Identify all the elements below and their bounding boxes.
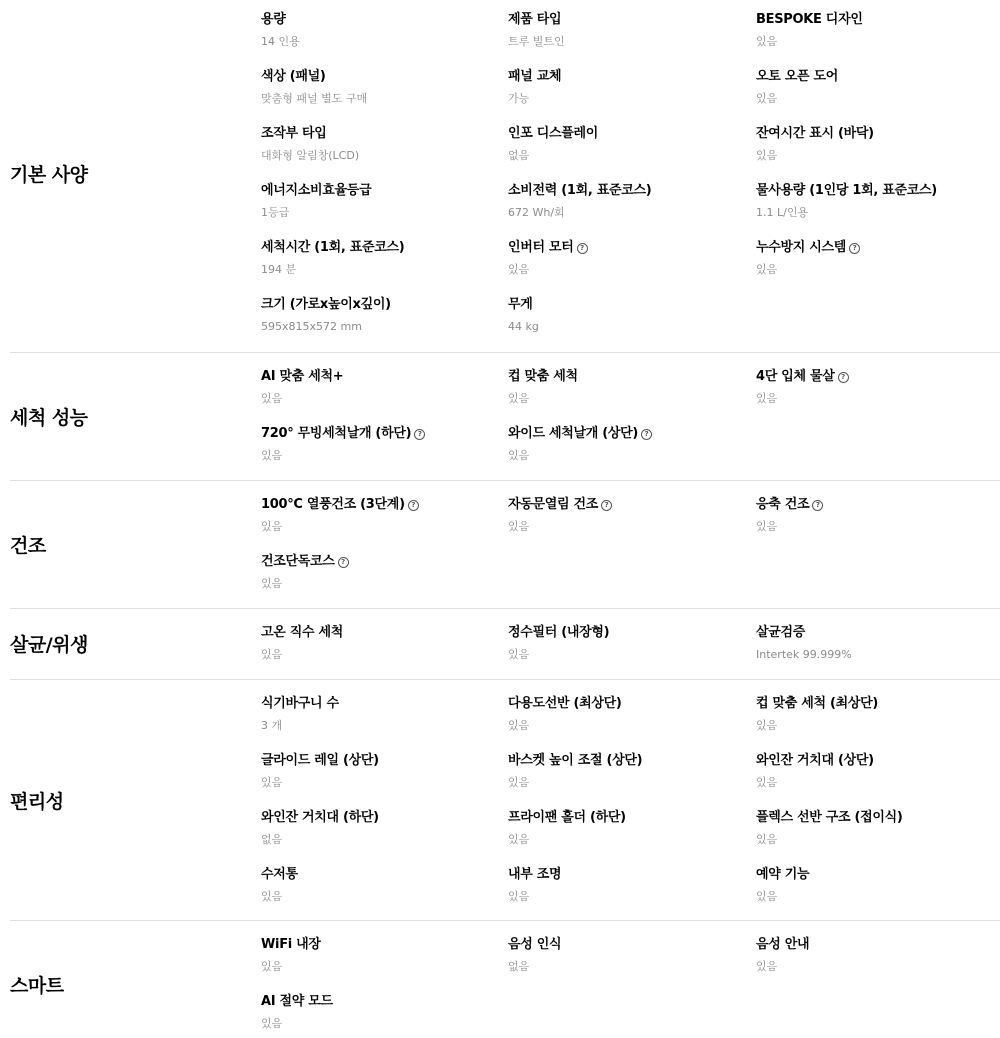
spec-item [508, 296, 748, 335]
spec-value: 있음 [261, 890, 283, 903]
spec-item [756, 752, 996, 791]
help-icon[interactable]: ? [641, 429, 652, 440]
spec-label-row [756, 496, 996, 514]
section-title: 세척 성능 [10, 407, 88, 429]
spec-label: 음성 인식 [508, 937, 562, 952]
spec-label-row [756, 368, 996, 386]
spec-label: 소비전력 (1회, 표준코스) [508, 183, 652, 198]
spec-value: 있음 [756, 392, 778, 405]
spec-value: 있음 [756, 520, 778, 533]
spec-item [508, 936, 748, 975]
spec-label-row [261, 296, 501, 314]
spec-label-row [508, 866, 748, 884]
spec-item [756, 11, 996, 50]
spec-label: 정수필터 (내장형) [508, 625, 610, 640]
spec-label-row [756, 695, 996, 713]
spec-value: 있음 [756, 149, 778, 162]
spec-label-row [261, 866, 501, 884]
spec-value: 있음 [261, 577, 283, 590]
spec-section [10, 480, 1000, 608]
spec-label-row [261, 809, 501, 827]
spec-item [261, 752, 501, 791]
spec-item [756, 695, 996, 734]
spec-label-row [508, 695, 748, 713]
spec-label: 다용도선반 (최상단) [508, 696, 622, 711]
spec-value: 있음 [261, 960, 283, 973]
spec-label-row [756, 239, 996, 257]
spec-value: 없음 [508, 960, 530, 973]
spec-label: 720° 무빙세척날개 (하단) [261, 426, 412, 441]
spec-item [261, 496, 501, 535]
spec-label: WiFi 내장 [261, 937, 321, 952]
spec-label-row [261, 11, 501, 29]
spec-value: 맞춤형 패널 별도 구매 [261, 92, 368, 105]
help-icon[interactable]: ? [577, 243, 588, 254]
spec-label: 와이드 세척날개 (상단) [508, 426, 639, 441]
spec-value: 없음 [508, 149, 530, 162]
help-icon[interactable]: ? [338, 557, 349, 568]
spec-label: 프라이팬 홀더 (하단) [508, 810, 626, 825]
spec-value: 있음 [508, 449, 530, 462]
spec-label: 응축 건조 [756, 497, 810, 512]
spec-label: 세척시간 (1회, 표준코스) [261, 240, 405, 255]
spec-item [508, 866, 748, 905]
spec-value: 있음 [508, 719, 530, 732]
spec-label: 컵 맞춤 세척 [508, 369, 578, 384]
spec-item [756, 125, 996, 164]
spec-item [261, 993, 501, 1032]
spec-label: 인포 디스플레이 [508, 126, 599, 141]
spec-item [508, 11, 748, 50]
spec-label-row [756, 624, 996, 642]
spec-item [261, 68, 501, 107]
spec-label-row [508, 239, 748, 257]
spec-value: Intertek 99.999% [756, 648, 852, 661]
spec-label-row [261, 553, 501, 571]
spec-label-row [261, 752, 501, 770]
spec-label-row [261, 68, 501, 86]
spec-value: 있음 [756, 890, 778, 903]
spec-label: 크기 (가로x높이x깊이) [261, 297, 391, 312]
spec-item [261, 11, 501, 50]
spec-label: 누수방지 시스템 [756, 240, 847, 255]
spec-value: 있음 [508, 520, 530, 533]
spec-value: 있음 [508, 776, 530, 789]
spec-value: 있음 [756, 776, 778, 789]
spec-value: 있음 [261, 648, 283, 661]
spec-value: 있음 [756, 35, 778, 48]
spec-label: 살균검증 [756, 625, 806, 640]
spec-label: 와인잔 거치대 (하단) [261, 810, 379, 825]
spec-value: 있음 [756, 92, 778, 105]
spec-label-row [756, 125, 996, 143]
help-icon[interactable]: ? [849, 243, 860, 254]
spec-item [261, 553, 501, 592]
spec-label-row [756, 866, 996, 884]
spec-value: 트루 빌트인 [508, 35, 565, 48]
spec-item [261, 695, 501, 734]
spec-item [756, 624, 996, 663]
spec-label: 컵 맞춤 세척 (최상단) [756, 696, 879, 711]
spec-label-row [261, 125, 501, 143]
spec-label: 제품 타입 [508, 12, 562, 27]
spec-label-row [508, 368, 748, 386]
spec-item [756, 496, 996, 535]
spec-label-row [261, 496, 501, 514]
spec-value: 있음 [508, 833, 530, 846]
spec-item [261, 368, 501, 407]
spec-item [261, 809, 501, 848]
spec-item [756, 936, 996, 975]
spec-value: 있음 [261, 449, 283, 462]
spec-item [508, 624, 748, 663]
spec-value: 있음 [756, 719, 778, 732]
spec-label: 물사용량 (1인당 1회, 표준코스) [756, 183, 937, 198]
spec-value: 있음 [508, 263, 530, 276]
spec-value: 있음 [756, 263, 778, 276]
help-icon[interactable]: ? [601, 500, 612, 511]
spec-label: 건조단독코스 [261, 554, 335, 569]
spec-label-row [756, 809, 996, 827]
spec-label-row [508, 425, 748, 443]
spec-section [10, 920, 1000, 1038]
spec-label: 색상 (패널) [261, 69, 326, 84]
spec-label: 용량 [261, 12, 286, 27]
spec-label-row [261, 993, 501, 1011]
help-icon[interactable]: ? [414, 429, 425, 440]
spec-item [261, 425, 501, 464]
spec-label: 내부 조명 [508, 867, 562, 882]
section-title: 편리성 [10, 791, 64, 813]
spec-value: 있음 [508, 648, 530, 661]
spec-label: 식기바구니 수 [261, 696, 339, 711]
spec-label-row [508, 496, 748, 514]
section-title: 건조 [10, 535, 46, 557]
spec-item [756, 368, 996, 407]
spec-item [261, 936, 501, 975]
spec-section [10, 608, 1000, 679]
spec-label: 와인잔 거치대 (상단) [756, 753, 874, 768]
section-title: 기본 사양 [10, 164, 88, 186]
spec-label: AI 절약 모드 [261, 994, 333, 1009]
spec-value: 14 인용 [261, 35, 300, 48]
spec-label-row [756, 936, 996, 954]
spec-item [756, 239, 996, 278]
spec-label-row [508, 752, 748, 770]
spec-item [261, 182, 501, 221]
help-icon[interactable]: ? [838, 372, 849, 383]
spec-label-row [261, 936, 501, 954]
spec-label-row [261, 695, 501, 713]
spec-value: 672 Wh/회 [508, 206, 565, 219]
spec-label: 무게 [508, 297, 533, 312]
section-title: 살균/위생 [10, 634, 88, 656]
spec-label: 글라이드 레일 (상단) [261, 753, 379, 768]
spec-section [10, 679, 1000, 920]
spec-item [756, 182, 996, 221]
section-title: 스마트 [10, 975, 64, 997]
spec-value: 있음 [508, 890, 530, 903]
spec-label-row [261, 182, 501, 200]
spec-value: 없음 [261, 833, 283, 846]
spec-item [508, 368, 748, 407]
spec-label-row [756, 68, 996, 86]
spec-item [508, 425, 748, 464]
spec-item [508, 695, 748, 734]
spec-label: 잔여시간 표시 (바닥) [756, 126, 874, 141]
spec-value: 3 개 [261, 719, 283, 732]
spec-value: 595x815x572 mm [261, 320, 362, 333]
spec-label-row [261, 368, 501, 386]
spec-value: 있음 [756, 833, 778, 846]
spec-label: 수저통 [261, 867, 298, 882]
spec-label-row [508, 182, 748, 200]
spec-value: 194 분 [261, 263, 297, 276]
spec-item [508, 182, 748, 221]
spec-item [508, 809, 748, 848]
spec-value: 있음 [261, 776, 283, 789]
spec-label-row [508, 809, 748, 827]
spec-section [10, 352, 1000, 480]
spec-item [261, 296, 501, 335]
help-icon[interactable]: ? [812, 500, 823, 511]
help-icon[interactable]: ? [408, 500, 419, 511]
spec-item [508, 125, 748, 164]
spec-item [508, 68, 748, 107]
spec-value: 가능 [508, 92, 530, 105]
spec-label-row [756, 752, 996, 770]
spec-value: 대화형 알림창(LCD) [261, 149, 360, 162]
spec-label: BESPOKE 디자인 [756, 12, 863, 27]
spec-item [756, 68, 996, 107]
spec-label: 고온 직수 세척 [261, 625, 343, 640]
spec-label-row [508, 125, 748, 143]
spec-label-row [756, 11, 996, 29]
spec-label: 조작부 타입 [261, 126, 327, 141]
spec-label-row [508, 68, 748, 86]
spec-label-row [261, 425, 501, 443]
spec-value: 있음 [508, 392, 530, 405]
spec-section [10, 0, 1000, 352]
spec-value: 있음 [261, 520, 283, 533]
spec-label: 4단 입체 물살 [756, 369, 835, 384]
spec-value: 있음 [756, 960, 778, 973]
spec-label-row [756, 182, 996, 200]
spec-value: 있음 [261, 392, 283, 405]
spec-label: 에너지소비효율등급 [261, 183, 372, 198]
spec-label-row [508, 296, 748, 314]
spec-value: 1.1 L/인용 [756, 206, 809, 219]
spec-value: 1등급 [261, 206, 290, 219]
spec-label: 자동문열림 건조 [508, 497, 599, 512]
spec-label-row [508, 11, 748, 29]
spec-label: 인버터 모터 [508, 240, 574, 255]
spec-label-row [261, 624, 501, 642]
spec-label: 예약 기능 [756, 867, 810, 882]
spec-label: AI 맞춤 세척+ [261, 369, 344, 384]
spec-item [508, 239, 748, 278]
spec-item [508, 752, 748, 791]
spec-item [261, 866, 501, 905]
spec-item [261, 125, 501, 164]
spec-item [261, 239, 501, 278]
spec-value: 44 kg [508, 320, 539, 333]
spec-item [756, 866, 996, 905]
spec-label: 바스켓 높이 조절 (상단) [508, 753, 643, 768]
spec-label: 플렉스 선반 구조 (접이식) [756, 810, 903, 825]
spec-label-row [508, 624, 748, 642]
spec-value: 있음 [261, 1017, 283, 1030]
spec-label: 패널 교체 [508, 69, 562, 84]
spec-label: 오토 오픈 도어 [756, 69, 838, 84]
spec-label: 100°C 열풍건조 (3단계) [261, 497, 405, 512]
spec-label: 음성 안내 [756, 937, 810, 952]
spec-item [261, 624, 501, 663]
spec-item [756, 809, 996, 848]
spec-label-row [261, 239, 501, 257]
spec-label-row [508, 936, 748, 954]
spec-item [508, 496, 748, 535]
